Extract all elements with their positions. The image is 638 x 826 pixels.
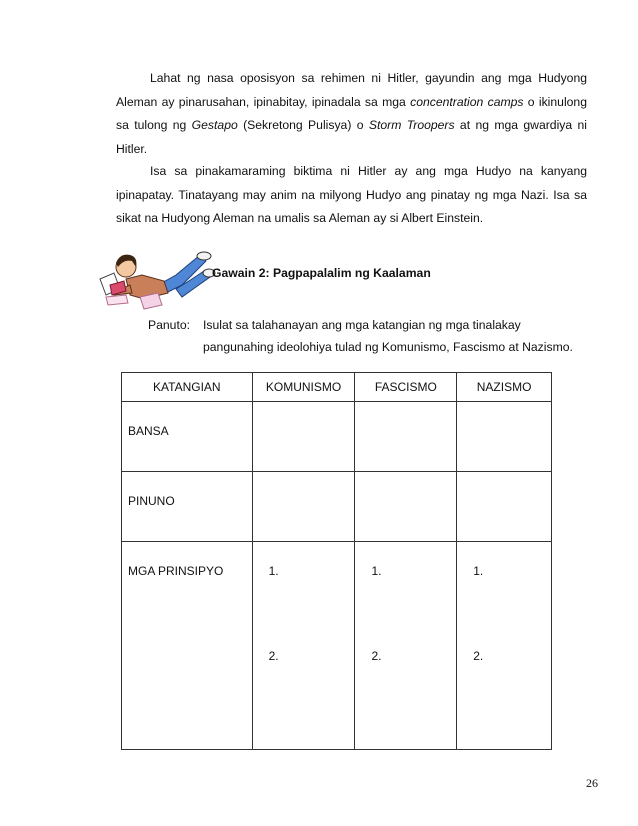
answer-cell[interactable] [457,542,552,750]
italic-term: Gestapo [191,118,238,132]
list-number-2: 2. [473,649,484,663]
answer-cell[interactable] [252,472,355,542]
list-number-1: 1. [473,564,484,578]
text-span: Lahat ng nasa oposisyon sa rehimen ni Hitler, gayundin ang mga Hudyong Aleman ay pinarusahan, ipinabitay, ipinadala sa mga [116,71,587,109]
page-number: 26 [586,776,598,790]
text-span: at ng mga gwardiya ni Hitler. [116,118,587,156]
instructions-line-1: Isulat sa talahanayan ang mga katangian ng mga tinalakay [203,318,521,332]
list-number-2: 2. [268,649,279,663]
ideology-table [121,372,552,750]
text-span: o ikinulong sa tulong ng [116,94,587,132]
header-nazismo: NAZISMO [457,373,552,402]
header-fascismo: FASCISMO [355,373,457,402]
answer-cell[interactable] [355,472,457,542]
table-row-bansa [122,402,552,472]
row-label-pinuno: PINUNO [122,472,253,542]
instructions-label: Panuto: [148,318,191,332]
paragraph-victims [116,160,587,231]
list-number-2: 2. [371,649,382,663]
answer-cell[interactable] [355,402,457,472]
header-katangian: KATANGIAN [122,373,253,402]
answer-cell[interactable] [252,542,355,750]
row-label-bansa: BANSA [122,402,253,472]
header-komunismo: KOMUNISMO [252,373,355,402]
italic-term: Storm Troopers [368,118,455,132]
activity-title: Gawain 2: Pagpapalalim ng Kaalaman [212,266,431,280]
answer-cell[interactable] [457,472,552,542]
answer-cell[interactable] [457,402,552,472]
italic-term: concentration camps [410,94,524,109]
list-number-1: 1. [371,564,382,578]
instructions [148,314,573,358]
list-number-1: 1. [268,564,279,578]
text-span: Isa sa pinakamaraming biktima ni Hitler ay ang mga Hudyo na kanyang ipinapatay. Tinatayang may anim na milyong Hudyo ang pinatay ng mga Nazi. Isa sa sikat na Hudyong Aleman na umalis sa Aleman ay si Albert Einstein. [116,164,587,225]
paragraph-hitler-opposition [116,67,587,161]
table-row-pinuno [122,472,552,542]
answer-cell[interactable] [252,402,355,472]
table-header-row [122,373,552,402]
text-span: (Sekretong Pulisya) o [237,118,369,132]
table-row-prinsipyo [122,542,552,750]
row-label-prinsipyo: MGA PRINSIPYO [122,542,253,750]
answer-cell[interactable] [355,542,457,750]
instructions-line-2: pangunahing ideolohiya tulad ng Komunismo, Fascismo at Nazismo. [203,340,573,354]
student-reading-icon [96,245,216,313]
